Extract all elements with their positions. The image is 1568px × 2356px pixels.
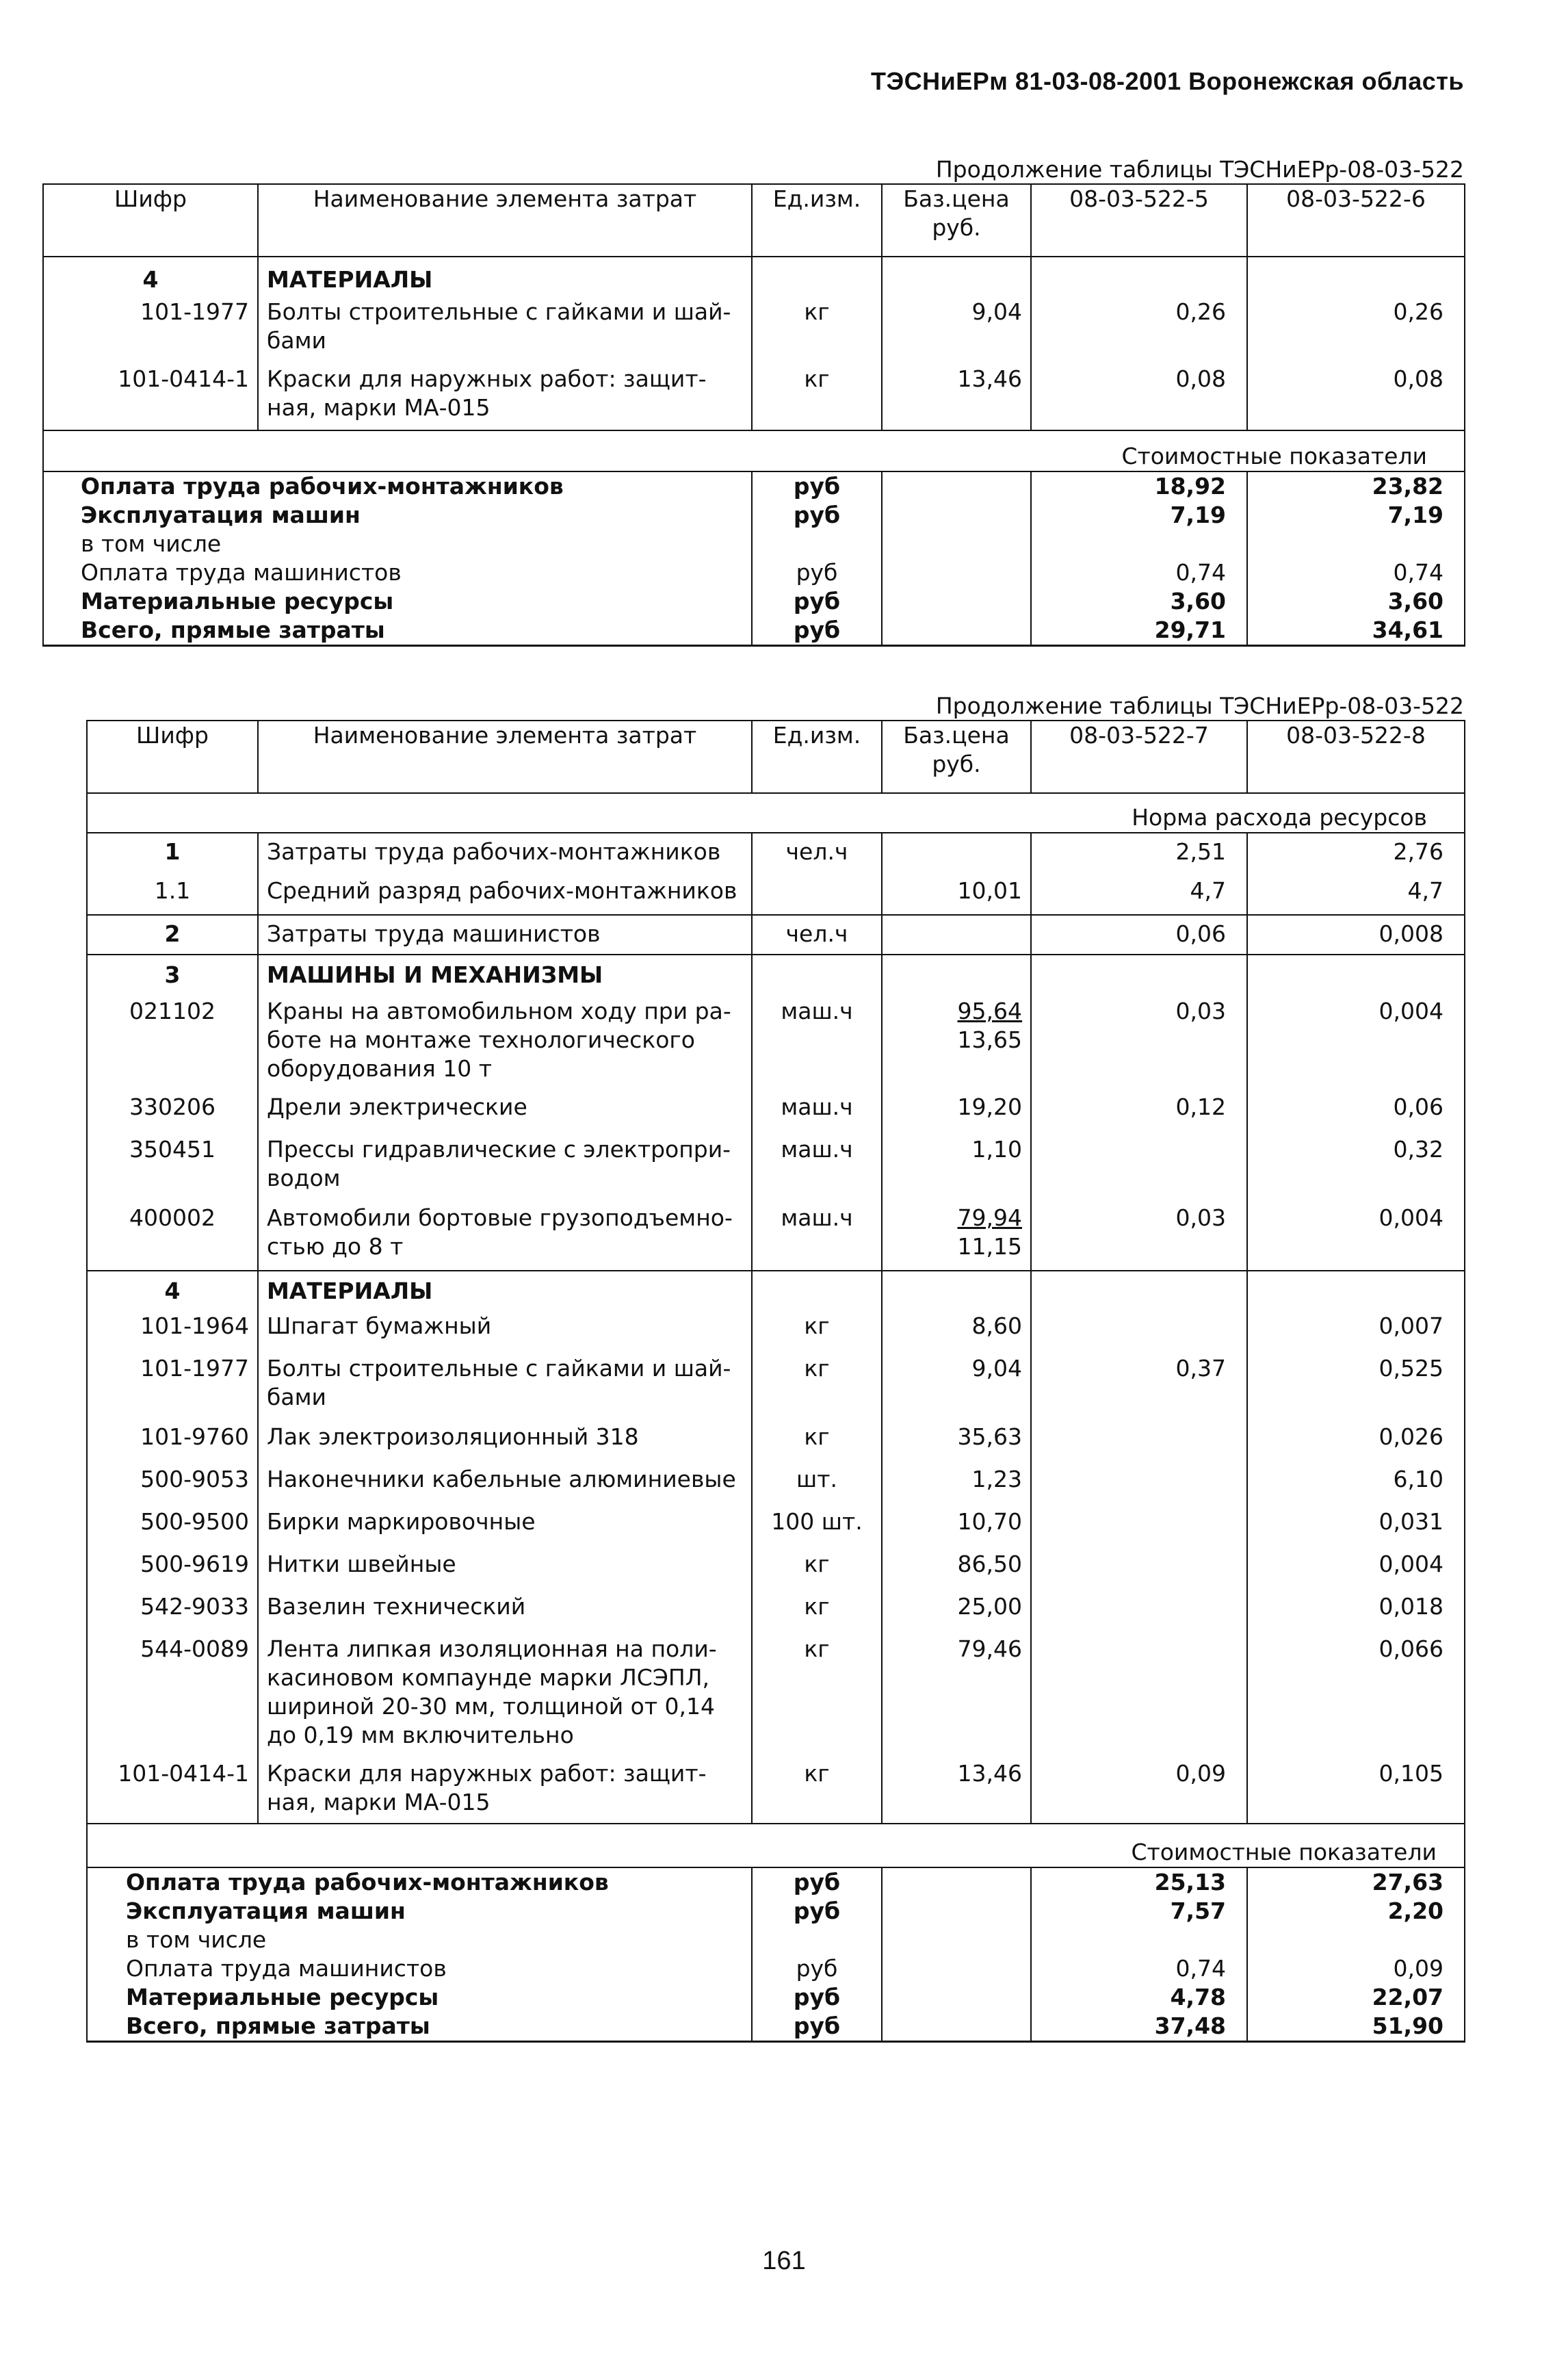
- summary-row: [43, 501, 1465, 530]
- row-unit: маш.ч: [752, 997, 882, 1093]
- table-row: [87, 1759, 1465, 1824]
- row-code: 400002: [87, 1204, 258, 1271]
- table-row: [43, 298, 1465, 355]
- summary-name: в том числе: [87, 1926, 752, 1954]
- row-unit: кг: [752, 1759, 882, 1824]
- resource-table-1: [42, 183, 1465, 647]
- row-name: Нитки швейные: [258, 1550, 752, 1592]
- row-name: Краны на автомобильном ходу при ра-боте на монтаже технологического оборудования 10 т: [258, 997, 752, 1093]
- row-name: Затраты труда рабочих-монтажников: [258, 833, 752, 871]
- col-unit-header: Ед.изм.: [752, 184, 882, 257]
- row-price: 1,10: [882, 1135, 1031, 1204]
- row-unit: [752, 871, 882, 915]
- summary-unit: руб: [752, 1954, 882, 1983]
- summary-row: [87, 1983, 1465, 2012]
- summary-row: [43, 587, 1465, 616]
- summary-name: Эксплуатация машин: [87, 1897, 752, 1926]
- indicators-row: [43, 430, 1465, 471]
- section-name: МАТЕРИАЛЫ: [258, 1271, 752, 1312]
- row-unit: чел.ч: [752, 915, 882, 955]
- summary-unit: руб: [752, 471, 882, 501]
- row-price: 86,50: [882, 1550, 1031, 1592]
- row-unit: кг: [752, 355, 882, 430]
- summary-row: [43, 530, 1465, 558]
- row-code: 021102: [87, 997, 258, 1093]
- table-row: [87, 1354, 1465, 1423]
- row-value-a: [1031, 1592, 1247, 1635]
- row-price-cell: [882, 1204, 1031, 1271]
- summary-row: [87, 1954, 1465, 1983]
- row-code: 2: [87, 915, 258, 955]
- row-value-b: 6,10: [1247, 1465, 1465, 1507]
- table-row: [87, 997, 1465, 1093]
- table-header-row: [87, 721, 1465, 793]
- row-value-b: 0,105: [1247, 1759, 1465, 1824]
- row-unit: кг: [752, 1592, 882, 1635]
- row-code: 101-1964: [87, 1312, 258, 1354]
- table-row: [43, 355, 1465, 430]
- row-value-b: 0,004: [1247, 1550, 1465, 1592]
- table-row: [87, 1550, 1465, 1592]
- row-value-b: 0,008: [1247, 915, 1465, 955]
- row-code: 544-0089: [87, 1635, 258, 1759]
- table-row: [87, 915, 1465, 955]
- row-value-a: 2,51: [1031, 833, 1247, 871]
- col-a-header: 08-03-522-7: [1031, 721, 1247, 793]
- row-name: Наконечники кабельные алюминиевые: [258, 1465, 752, 1507]
- row-unit: кг: [752, 1635, 882, 1759]
- summary-value-b: 22,07: [1247, 1983, 1465, 2012]
- section-row: [43, 257, 1465, 298]
- section-name: МАШИНЫ И МЕХАНИЗМЫ: [258, 955, 752, 997]
- row-code: 101-0414-1: [87, 1759, 258, 1824]
- table1-continuation: Продолжение таблицы ТЭСНиЕРр-08-03-522: [935, 156, 1464, 183]
- summary-value-b: 34,61: [1247, 616, 1465, 646]
- summary-name: Всего, прямые затраты: [87, 2012, 752, 2042]
- section-name: МАТЕРИАЛЫ: [258, 257, 752, 298]
- summary-value-a: 0,74: [1031, 558, 1247, 587]
- row-price: 79,94: [957, 1204, 1022, 1231]
- row-unit: 100 шт.: [752, 1507, 882, 1550]
- summary-name: Эксплуатация машин: [43, 501, 752, 530]
- row-value-a: 0,08: [1031, 355, 1247, 430]
- summary-unit: руб: [752, 501, 882, 530]
- summary-value-a: 0,74: [1031, 1954, 1247, 1983]
- row-value-b: 0,007: [1247, 1312, 1465, 1354]
- row-code: 500-9500: [87, 1507, 258, 1550]
- row-value-b: 2,76: [1247, 833, 1465, 871]
- row-value-a: 0,37: [1031, 1354, 1247, 1423]
- row-value-b: 4,7: [1247, 871, 1465, 915]
- row-name: Краски для наружных работ: защит-ная, марки МА-015: [258, 355, 752, 430]
- norm-row: [87, 793, 1465, 833]
- section-code: 3: [87, 955, 258, 997]
- row-name: Бирки маркировочные: [258, 1507, 752, 1550]
- row-unit: чел.ч: [752, 833, 882, 871]
- summary-value-b: 27,63: [1247, 1867, 1465, 1897]
- summary-row: [43, 616, 1465, 646]
- summary-row: [43, 558, 1465, 587]
- summary-row: [43, 471, 1465, 501]
- summary-value-a: 29,71: [1031, 616, 1247, 646]
- summary-unit: руб: [752, 558, 882, 587]
- row-unit: кг: [752, 1423, 882, 1465]
- indicators-label: Стоимостные показатели: [43, 430, 1465, 471]
- row-name: Затраты труда машинистов: [258, 915, 752, 955]
- summary-row: [87, 2012, 1465, 2042]
- row-value-a: [1031, 1135, 1247, 1204]
- summary-value-a: 25,13: [1031, 1867, 1247, 1897]
- summary-name: Материальные ресурсы: [43, 587, 752, 616]
- table-row: [87, 1093, 1465, 1135]
- row-unit: кг: [752, 1312, 882, 1354]
- section-code: 4: [87, 1271, 258, 1312]
- row-value-a: 0,09: [1031, 1759, 1247, 1824]
- row-unit: кг: [752, 1354, 882, 1423]
- col-name-header: Наименование элемента затрат: [258, 721, 752, 793]
- col-code-header: Шифр: [43, 184, 258, 257]
- row-code: 101-1977: [87, 1354, 258, 1423]
- col-price-header: Баз.цена руб.: [882, 184, 1031, 257]
- section-code: 4: [43, 257, 258, 298]
- row-price: 13,46: [882, 1759, 1031, 1824]
- row-price: 13,46: [882, 355, 1031, 430]
- summary-value-b: 7,19: [1247, 501, 1465, 530]
- row-value-b: 0,26: [1247, 298, 1465, 355]
- row-code: 1: [87, 833, 258, 871]
- row-price: 9,04: [882, 1354, 1031, 1423]
- table-row: [87, 1312, 1465, 1354]
- row-value-a: 0,03: [1031, 1204, 1247, 1271]
- summary-unit: руб: [752, 1867, 882, 1897]
- row-code: 542-9033: [87, 1592, 258, 1635]
- row-code: 101-1977: [43, 298, 258, 355]
- row-price: 9,04: [882, 298, 1031, 355]
- row-code: 330206: [87, 1093, 258, 1135]
- table-row: [87, 1465, 1465, 1507]
- row-name: Вазелин технический: [258, 1592, 752, 1635]
- row-price-machinist: 13,65: [957, 1026, 1022, 1053]
- row-name: Автомобили бортовые грузоподъемно-стью до 8 т: [258, 1204, 752, 1271]
- row-code: 500-9053: [87, 1465, 258, 1507]
- summary-unit: руб: [752, 587, 882, 616]
- row-name: Лента липкая изоляционная на поли-касиновом компаунде марки ЛСЭПЛ, шириной 20-30 мм, толщиной от 0,14 до 0,19 мм включительно: [258, 1635, 752, 1759]
- col-a-header: 08-03-522-5: [1031, 184, 1247, 257]
- resource-table-2: [86, 720, 1465, 2043]
- row-price-cell: [882, 997, 1031, 1093]
- row-value-b: 0,031: [1247, 1507, 1465, 1550]
- summary-row: [87, 1926, 1465, 1954]
- row-unit: кг: [752, 298, 882, 355]
- row-price: 8,60: [882, 1312, 1031, 1354]
- table-row: [87, 1135, 1465, 1204]
- row-name: Болты строительные с гайками и шай-бами: [258, 1354, 752, 1423]
- summary-name: Материальные ресурсы: [87, 1983, 752, 2012]
- summary-unit: руб: [752, 616, 882, 646]
- summary-name: Оплата труда машинистов: [43, 558, 752, 587]
- table-row: [87, 1635, 1465, 1759]
- row-name: Болты строительные с гайками и шай-бами: [258, 298, 752, 355]
- table2-continuation: Продолжение таблицы ТЭСНиЕРр-08-03-522: [935, 692, 1464, 719]
- summary-unit: руб: [752, 2012, 882, 2042]
- row-price: 95,64: [957, 998, 1022, 1024]
- col-code-header: Шифр: [87, 721, 258, 793]
- row-value-a: [1031, 1507, 1247, 1550]
- table-header-row: [43, 184, 1465, 257]
- row-unit: маш.ч: [752, 1135, 882, 1204]
- indicators-row: [87, 1824, 1465, 1867]
- row-code: 350451: [87, 1135, 258, 1204]
- row-price-machinist: 11,15: [957, 1233, 1022, 1260]
- table-row: [87, 871, 1465, 915]
- document-header: ТЭСНиЕРм 81-03-08-2001 Воронежская область: [871, 67, 1464, 95]
- summary-name: Оплата труда рабочих-монтажников: [87, 1867, 752, 1897]
- section-row: [87, 955, 1465, 997]
- row-code: 500-9619: [87, 1550, 258, 1592]
- row-value-b: 0,32: [1247, 1135, 1465, 1204]
- summary-row: [87, 1897, 1465, 1926]
- row-price: [882, 915, 1031, 955]
- row-price: [882, 833, 1031, 871]
- row-value-b: 0,08: [1247, 355, 1465, 430]
- row-unit: маш.ч: [752, 1204, 882, 1271]
- row-value-a: 4,7: [1031, 871, 1247, 915]
- col-name-header: Наименование элемента затрат: [258, 184, 752, 257]
- row-value-b: 0,004: [1247, 1204, 1465, 1271]
- row-code: 1.1: [87, 871, 258, 915]
- row-unit: шт.: [752, 1465, 882, 1507]
- table-row: [87, 1507, 1465, 1550]
- summary-value-b: 2,20: [1247, 1897, 1465, 1926]
- section-row: [87, 1271, 1465, 1312]
- row-value-b: 0,066: [1247, 1635, 1465, 1759]
- summary-name: в том числе: [43, 530, 752, 558]
- summary-value-b: 0,74: [1247, 558, 1465, 587]
- row-name: Прессы гидравлические с электропри-водом: [258, 1135, 752, 1204]
- row-price: 1,23: [882, 1465, 1031, 1507]
- row-unit: кг: [752, 1550, 882, 1592]
- summary-value-a: 4,78: [1031, 1983, 1247, 2012]
- row-value-b: 0,018: [1247, 1592, 1465, 1635]
- row-name: Краски для наружных работ: защит-ная, марки МА-015: [258, 1759, 752, 1824]
- row-unit: маш.ч: [752, 1093, 882, 1135]
- col-b-header: 08-03-522-6: [1247, 184, 1465, 257]
- table-row: [87, 1423, 1465, 1465]
- row-name: Шпагат бумажный: [258, 1312, 752, 1354]
- row-value-b: 0,004: [1247, 997, 1465, 1093]
- row-price: 19,20: [882, 1093, 1031, 1135]
- summary-value-a: 7,57: [1031, 1897, 1247, 1926]
- table-row: [87, 1204, 1465, 1271]
- row-value-a: 0,06: [1031, 915, 1247, 955]
- summary-row: [87, 1867, 1465, 1897]
- row-code: 101-0414-1: [43, 355, 258, 430]
- summary-value-a: 7,19: [1031, 501, 1247, 530]
- summary-value-b: 51,90: [1247, 2012, 1465, 2042]
- row-price: 25,00: [882, 1592, 1031, 1635]
- row-code: 101-9760: [87, 1423, 258, 1465]
- col-unit-header: Ед.изм.: [752, 721, 882, 793]
- summary-value-a: 18,92: [1031, 471, 1247, 501]
- row-name: Лак электроизоляционный 318: [258, 1423, 752, 1465]
- col-price-header: Баз.цена руб.: [882, 721, 1031, 793]
- row-value-b: 0,06: [1247, 1093, 1465, 1135]
- row-name: Средний разряд рабочих-монтажников: [258, 871, 752, 915]
- page-number: 161: [762, 2247, 806, 2275]
- row-value-a: 0,26: [1031, 298, 1247, 355]
- summary-unit: руб: [752, 1983, 882, 2012]
- row-price: 10,01: [882, 871, 1031, 915]
- table-row: [87, 833, 1465, 871]
- table-row: [87, 1592, 1465, 1635]
- summary-unit: руб: [752, 1897, 882, 1926]
- row-value-a: [1031, 1465, 1247, 1507]
- summary-name: Всего, прямые затраты: [43, 616, 752, 646]
- row-price: 79,46: [882, 1635, 1031, 1759]
- summary-name: Оплата труда рабочих-монтажников: [43, 471, 752, 501]
- norm-label: Норма расхода ресурсов: [87, 793, 1465, 833]
- summary-value-b: 0,09: [1247, 1954, 1465, 1983]
- row-value-a: [1031, 1550, 1247, 1592]
- row-value-a: [1031, 1635, 1247, 1759]
- row-price: 35,63: [882, 1423, 1031, 1465]
- row-value-a: [1031, 1312, 1247, 1354]
- indicators-label: Стоимостные показатели: [87, 1824, 1465, 1867]
- summary-value-b: 3,60: [1247, 587, 1465, 616]
- summary-value-b: 23,82: [1247, 471, 1465, 501]
- col-b-header: 08-03-522-8: [1247, 721, 1465, 793]
- row-price: 10,70: [882, 1507, 1031, 1550]
- summary-name: Оплата труда машинистов: [87, 1954, 752, 1983]
- row-name: Дрели электрические: [258, 1093, 752, 1135]
- summary-value-a: 3,60: [1031, 587, 1247, 616]
- row-value-a: 0,12: [1031, 1093, 1247, 1135]
- row-value-b: 0,026: [1247, 1423, 1465, 1465]
- row-value-b: 0,525: [1247, 1354, 1465, 1423]
- summary-value-a: 37,48: [1031, 2012, 1247, 2042]
- row-value-a: [1031, 1423, 1247, 1465]
- row-value-a: 0,03: [1031, 997, 1247, 1093]
